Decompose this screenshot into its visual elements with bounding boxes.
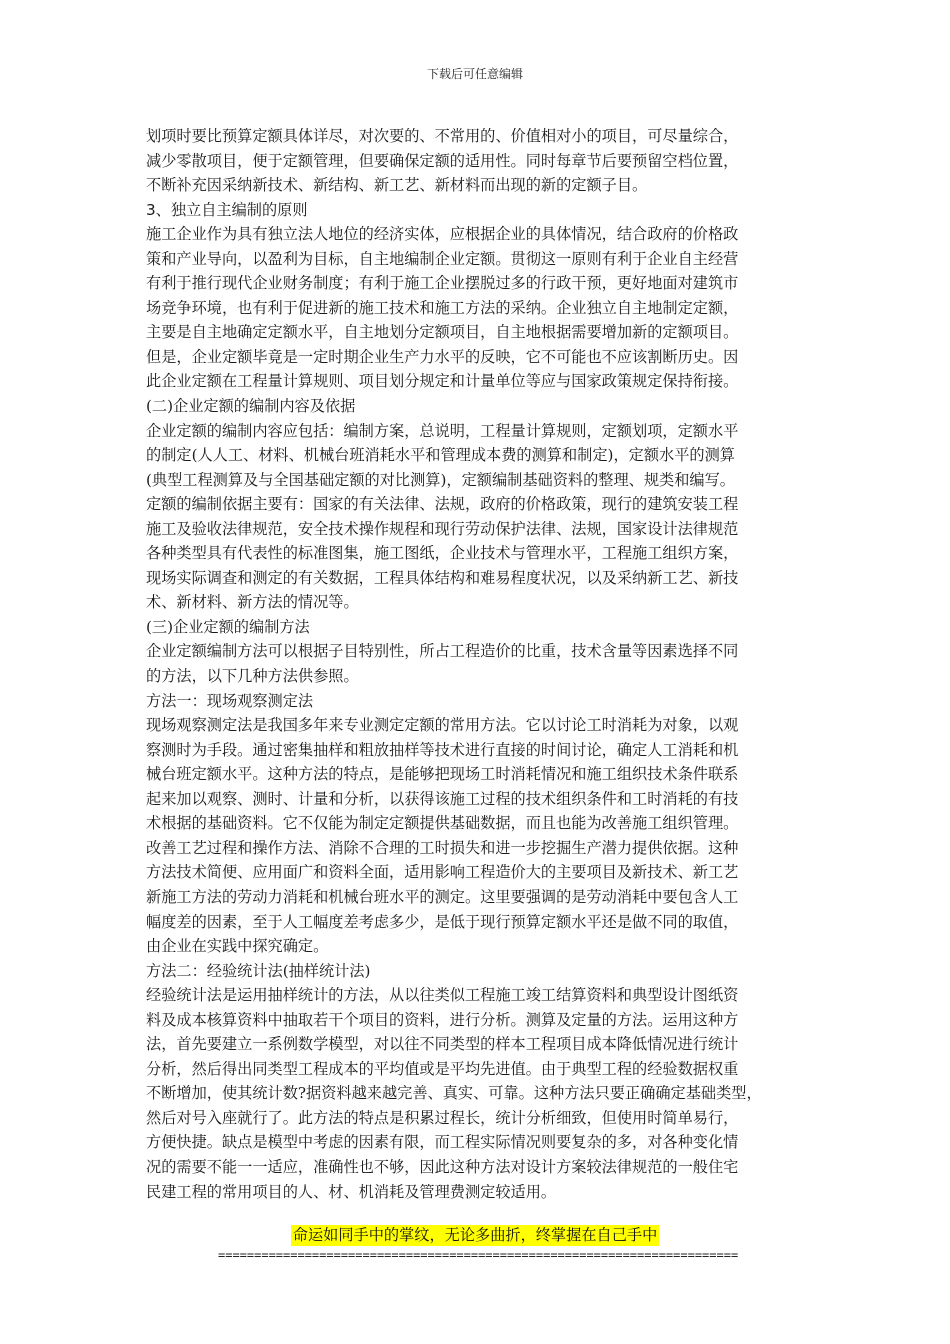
- text-line: 主要是自主地确定定额水平，自主地划分定额项目，自主地根据需要增加新的定额项目。: [146, 323, 739, 342]
- text-line: 减少零散项目，便于定额管理，但要确保定额的适用性。同时每章节后要预留空档位置，: [146, 151, 739, 170]
- text-line: 改善工艺过程和操作方法、消除不合理的工时损失和进一步挖掘生产潜力提供依据。这种: [146, 838, 739, 857]
- page-header: 下载后可任意编辑: [426, 67, 523, 81]
- text-line: 术根据的基础资料。它不仅能为制定定额提供基础数据，而且也能为改善施工组织管理。: [146, 814, 739, 833]
- text-line: 场竞争环境，也有利于促进新的施工技术和施工方法的采纳。企业独立自主地制定定额，: [146, 298, 739, 317]
- text-line: 方便快捷。缺点是模型中考虑的因素有限，而工程实际情况则要复杂的多，对各种变化情: [146, 1133, 739, 1152]
- text-line: 各种类型具有代表性的标准图集，施工图纸，企业技术与管理水平，工程施工组织方案，: [146, 544, 739, 563]
- text-line: 划项时要比预算定额具体详尽，对次要的、不常用的、价值相对小的项目，可尽量综合，: [146, 127, 739, 145]
- text-line: 的方法，以下几种方法供参照。: [146, 667, 359, 686]
- text-line: 况的需要不能一一适应，准确性也不够，因此这种方法对设计方案较法律规范的一般住宅: [146, 1157, 739, 1176]
- document-body: [146, 124, 808, 1204]
- text-line: 术、新材料、新方法的情况等。: [146, 593, 359, 612]
- text-line: 械台班定额水平。这种方法的特点，是能够把现场工时消耗情况和施工组织技术条件联系: [146, 765, 739, 784]
- text-line: 现场实际调查和测定的有关数据，工程具体结构和难易程度状况，以及采纳新工艺、新技: [146, 568, 739, 587]
- text-line: 施工企业作为具有独立法人地位的经济实体，应根据企业的具体情况，结合政府的价格政: [146, 225, 739, 244]
- text-line: 方法技术简便、应用面广和资料全面，适用影响工程造价大的主要项目及新技术、新工艺: [146, 863, 739, 882]
- text-line: 料及成本核算资料中抽取若干个项目的资料，进行分析。测算及定量的方法。运用这种方: [146, 1010, 739, 1029]
- footer-motto: 命运如同手中的掌纹，无论多曲折，终掌握在自己手中: [292, 1226, 658, 1244]
- text-line: 起来加以观察、测时、计量和分析，以获得该施工过程的技术组织条件和工时消耗的有技: [146, 789, 739, 808]
- text-line: 但是，企业定额毕竟是一定时期企业生产力水平的反映，它不可能也不应该割断历史。因: [146, 347, 739, 366]
- footer-motto-container: [0, 1225, 950, 1246]
- text-line: 法，首先要建立一系例数学模型，对以往不同类型的样本工程项目成本降低情况进行统计: [146, 1035, 739, 1054]
- text-line: 经验统计法是运用抽样统计的方法，从以往类似工程施工竣工结算资料和典型设计图纸资: [146, 986, 739, 1005]
- text-line: 新施工方法的劳动力消耗和机械台班水平的测定。这里要强调的是劳动消耗中要包含人工: [146, 887, 739, 906]
- text-line: 由企业在实践中探究确定。: [146, 937, 329, 956]
- text-line: 方法二：经验统计法(抽样统计法): [146, 961, 371, 980]
- text-line: 幅度差的因素，至于人工幅度差考虑多少，是低于现行预算定额水平还是做不同的取值，: [146, 912, 739, 931]
- text-line: (典型工程测算及与全国基础定额的对比测算)，定额编制基础资料的整理、规类和编写。: [146, 470, 735, 489]
- text-line: 民建工程的常用项目的人、材、机消耗及管理费测定较适用。: [146, 1182, 557, 1201]
- text-line: 不断补充因采纳新技术、新结构、新工艺、新材料而出现的新的定额子目。: [146, 176, 648, 195]
- text-line: 此企业定额在工程量计算规则、项目划分规定和计量单位等应与国家政策规定保持衔接。: [146, 372, 739, 391]
- text-line: 的制定(人人工、材料、机械台班消耗水平和管理成本费的测算和制定)，定额水平的测算: [146, 446, 735, 465]
- text-line: 不断增加，使其统计数?据资料越来越完善、真实、可靠。这种方法只要正确确定基础类型，: [146, 1084, 762, 1103]
- text-line: 分析，然后得出同类型工程成本的平均值或是平均先进值。由于典型工程的经验数据权重: [146, 1059, 739, 1078]
- text-line: (二)企业定额的编制内容及依据: [146, 397, 356, 416]
- footer-divider: ========================================================================: [218, 1248, 739, 1262]
- text-line: 企业定额编制方法可以根据子目特别性，所占工程造价的比重，技术含量等因素选择不同: [146, 642, 739, 661]
- text-line: (三)企业定额的编制方法: [146, 617, 310, 636]
- text-line: 有利于推行现代企业财务制度；有利于施工企业摆脱过多的行政干预，更好地面对建筑市: [146, 274, 739, 293]
- text-line: 现场观察测定法是我国多年来专业测定定额的常用方法。它以讨论工时消耗为对象，以观: [146, 716, 739, 735]
- text-line: 然后对号入座就行了。此方法的特点是积累过程长，统计分析细致，但使用时简单易行，: [146, 1108, 739, 1127]
- text-line: 企业定额的编制内容应包括：编制方案，总说明，工程量计算规则，定额划项，定额水平: [146, 421, 739, 440]
- text-line: 方法一：现场观察测定法: [146, 691, 314, 710]
- text-line: 策和产业导向，以盈利为目标，自主地编制企业定额。贯彻这一原则有利于企业自主经营: [146, 249, 739, 268]
- text-line: 施工及验收法律规范，安全技术操作规程和现行劳动保护法律、法规，国家设计法律规范: [146, 519, 739, 538]
- text-line: 3、独立自主编制的原则: [146, 200, 308, 219]
- text-line: 察测时为手段。通过密集抽样和粗放抽样等技术进行直接的时间讨论，确定人工消耗和机: [146, 740, 739, 759]
- text-line: 定额的编制依据主要有：国家的有关法律、法规，政府的价格政策，现行的建筑安装工程: [146, 495, 739, 514]
